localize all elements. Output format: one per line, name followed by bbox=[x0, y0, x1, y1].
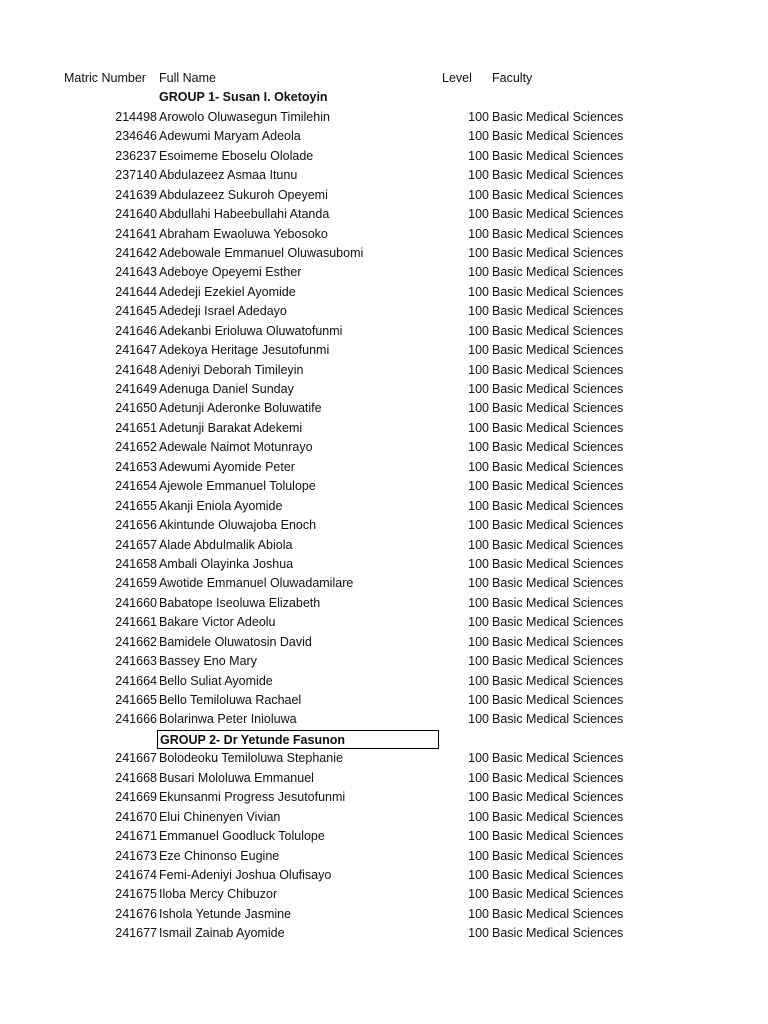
student-row bbox=[0, 380, 768, 399]
student-row bbox=[0, 769, 768, 788]
student-row bbox=[0, 710, 768, 729]
header-level[interactable]: Level bbox=[442, 71, 472, 85]
header-matric-number[interactable]: Matric Number bbox=[64, 71, 146, 85]
level-cell[interactable]: 100 bbox=[468, 770, 489, 785]
full-name-cell[interactable]: Adetunji Aderonke Boluwatife bbox=[159, 401, 322, 416]
student-row bbox=[0, 536, 768, 555]
matric-number-cell[interactable]: 241671 bbox=[115, 829, 157, 844]
student-row bbox=[0, 788, 768, 807]
matric-number-cell[interactable]: 241643 bbox=[115, 265, 157, 280]
student-row bbox=[0, 594, 768, 613]
matric-number-cell[interactable]: 241649 bbox=[115, 382, 157, 396]
matric-number-cell[interactable]: 241669 bbox=[115, 790, 157, 805]
faculty-cell[interactable]: Basic Medical Sciences bbox=[492, 265, 624, 280]
faculty-cell[interactable]: Basic Medical Sciences bbox=[492, 518, 624, 533]
level-cell[interactable]: 100 bbox=[468, 187, 489, 202]
group-title: GROUP 2- Dr Yetunde Fasunon bbox=[160, 732, 345, 747]
full-name-cell[interactable]: Abdulazeez Asmaa Itunu bbox=[159, 168, 298, 183]
student-row bbox=[0, 924, 768, 943]
faculty-cell[interactable]: Basic Medical Sciences bbox=[492, 576, 624, 591]
full-name-cell[interactable]: Awotide Emmanuel Oluwadamilare bbox=[159, 576, 354, 591]
header-full-name[interactable]: Full Name bbox=[159, 71, 216, 85]
group-title[interactable]: GROUP 1- Susan I. Oketoyin bbox=[159, 90, 328, 105]
full-name-cell[interactable]: Esoimeme Eboselu Ololade bbox=[159, 148, 314, 163]
faculty-cell[interactable]: Basic Medical Sciences bbox=[492, 867, 624, 882]
student-row bbox=[0, 613, 768, 632]
matric-number-cell[interactable]: 241655 bbox=[115, 498, 157, 513]
level-cell[interactable]: 100 bbox=[468, 245, 489, 260]
full-name-cell[interactable]: Adebowale Emmanuel Oluwasubomi bbox=[159, 245, 364, 260]
level-cell[interactable]: 100 bbox=[468, 479, 489, 494]
full-name-cell[interactable]: Arowolo Oluwasegun Timilehin bbox=[159, 109, 330, 124]
level-cell[interactable]: 100 bbox=[468, 168, 489, 183]
matric-number-cell[interactable]: 241673 bbox=[115, 848, 157, 863]
full-name-cell[interactable]: Busari Mololuwa Emmanuel bbox=[159, 770, 314, 785]
group-row bbox=[0, 730, 768, 749]
student-row bbox=[0, 691, 768, 710]
matric-number-cell[interactable]: 241668 bbox=[115, 770, 157, 785]
student-row bbox=[0, 866, 768, 885]
level-cell[interactable]: 100 bbox=[468, 362, 489, 377]
level-cell[interactable]: 100 bbox=[468, 906, 489, 921]
level-cell[interactable]: 100 bbox=[468, 226, 489, 241]
matric-number-cell[interactable]: 236237 bbox=[115, 148, 157, 163]
matric-number-cell[interactable]: 241647 bbox=[115, 343, 157, 358]
level-cell[interactable]: 100 bbox=[468, 129, 489, 144]
full-name-cell[interactable]: Ishola Yetunde Jasmine bbox=[159, 906, 292, 921]
full-name-cell[interactable]: Eze Chinonso Eugine bbox=[159, 848, 280, 863]
level-cell[interactable]: 100 bbox=[468, 790, 489, 805]
full-name-cell[interactable]: Ekunsanmi Progress Jesutofunmi bbox=[159, 790, 346, 805]
full-name-cell[interactable]: Adewumi Ayomide Peter bbox=[159, 459, 295, 474]
student-row bbox=[0, 574, 768, 593]
level-cell[interactable]: 100 bbox=[468, 440, 489, 455]
full-name-cell[interactable]: Bolarinwa Peter Inioluwa bbox=[159, 712, 297, 727]
full-name-cell[interactable]: Bamidele Oluwatosin David bbox=[159, 634, 312, 649]
level-cell[interactable]: 100 bbox=[468, 401, 489, 416]
faculty-cell[interactable]: Basic Medical Sciences bbox=[492, 751, 624, 766]
full-name-cell[interactable]: Emmanuel Goodluck Tolulope bbox=[159, 829, 325, 844]
level-cell[interactable]: 100 bbox=[468, 615, 489, 630]
header-faculty[interactable]: Faculty bbox=[492, 71, 533, 85]
faculty-cell[interactable]: Basic Medical Sciences bbox=[492, 323, 624, 338]
full-name-cell[interactable]: Ismail Zainab Ayomide bbox=[159, 926, 285, 941]
full-name-cell[interactable]: Elui Chinenyen Vivian bbox=[159, 809, 281, 824]
student-row bbox=[0, 885, 768, 904]
faculty-cell[interactable]: Basic Medical Sciences bbox=[492, 284, 624, 299]
matric-number-cell[interactable]: 241667 bbox=[115, 751, 157, 766]
matric-number-cell[interactable]: 241640 bbox=[115, 207, 157, 222]
full-name-cell[interactable]: Adewumi Maryam Adeola bbox=[159, 129, 301, 144]
full-name-cell[interactable]: Ambali Olayinka Joshua bbox=[159, 556, 294, 571]
matric-number-cell[interactable]: 241665 bbox=[115, 693, 157, 707]
student-row bbox=[0, 127, 768, 146]
faculty-cell[interactable]: Basic Medical Sciences bbox=[492, 226, 624, 241]
student-row bbox=[0, 808, 768, 827]
faculty-cell[interactable]: Basic Medical Sciences bbox=[492, 129, 624, 144]
faculty-cell[interactable]: Basic Medical Sciences bbox=[492, 829, 624, 844]
faculty-cell[interactable]: Basic Medical Sciences bbox=[492, 790, 624, 805]
matric-number-cell[interactable]: 241645 bbox=[115, 304, 157, 319]
student-row bbox=[0, 555, 768, 574]
student-row bbox=[0, 225, 768, 244]
level-cell[interactable]: 100 bbox=[468, 673, 489, 688]
full-name-cell[interactable]: Bello Suliat Ayomide bbox=[159, 673, 273, 688]
student-rows bbox=[0, 88, 768, 943]
level-cell[interactable]: 100 bbox=[468, 576, 489, 591]
faculty-cell[interactable]: Basic Medical Sciences bbox=[492, 887, 624, 902]
matric-number-cell[interactable]: 241659 bbox=[115, 576, 157, 591]
student-row bbox=[0, 516, 768, 535]
matric-number-cell[interactable]: 241646 bbox=[115, 323, 157, 338]
student-row bbox=[0, 399, 768, 418]
faculty-cell[interactable]: Basic Medical Sciences bbox=[492, 595, 624, 610]
faculty-cell[interactable]: Basic Medical Sciences bbox=[492, 207, 624, 222]
faculty-cell[interactable]: Basic Medical Sciences bbox=[492, 693, 624, 707]
level-cell[interactable]: 100 bbox=[468, 518, 489, 533]
faculty-cell[interactable]: Basic Medical Sciences bbox=[492, 168, 624, 183]
matric-number-cell[interactable]: 241656 bbox=[115, 518, 157, 533]
matric-number-cell[interactable]: 241648 bbox=[115, 362, 157, 377]
faculty-cell[interactable]: Basic Medical Sciences bbox=[492, 420, 624, 435]
level-cell[interactable]: 100 bbox=[468, 498, 489, 513]
faculty-cell[interactable]: Basic Medical Sciences bbox=[492, 634, 624, 649]
student-row bbox=[0, 458, 768, 477]
matric-number-cell[interactable]: 241641 bbox=[115, 226, 157, 241]
student-row bbox=[0, 108, 768, 127]
student-row bbox=[0, 905, 768, 924]
level-cell[interactable]: 100 bbox=[468, 595, 489, 610]
student-row bbox=[0, 652, 768, 671]
full-name-cell[interactable]: Adeboye Opeyemi Esther bbox=[159, 265, 302, 280]
level-cell[interactable]: 100 bbox=[468, 634, 489, 649]
level-cell[interactable]: 100 bbox=[468, 323, 489, 338]
level-cell[interactable]: 100 bbox=[468, 556, 489, 571]
matric-number-cell[interactable]: 241661 bbox=[115, 615, 157, 630]
faculty-cell[interactable]: Basic Medical Sciences bbox=[492, 459, 624, 474]
faculty-cell[interactable]: Basic Medical Sciences bbox=[492, 382, 624, 396]
level-cell[interactable]: 100 bbox=[468, 654, 489, 669]
level-cell[interactable]: 100 bbox=[468, 304, 489, 319]
student-row bbox=[0, 147, 768, 166]
matric-number-cell[interactable]: 241663 bbox=[115, 654, 157, 669]
matric-number-cell[interactable]: 241677 bbox=[115, 926, 157, 941]
matric-number-cell[interactable]: 241653 bbox=[115, 459, 157, 474]
faculty-cell[interactable]: Basic Medical Sciences bbox=[492, 770, 624, 785]
level-cell[interactable]: 100 bbox=[468, 809, 489, 824]
faculty-cell[interactable]: Basic Medical Sciences bbox=[492, 537, 624, 552]
matric-number-cell[interactable]: 241657 bbox=[115, 537, 157, 552]
matric-number-cell[interactable]: 241651 bbox=[115, 420, 157, 435]
full-name-cell[interactable]: Bello Temiloluwa Rachael bbox=[159, 693, 302, 707]
selected-cell[interactable] bbox=[157, 730, 439, 749]
level-cell[interactable]: 100 bbox=[468, 382, 489, 396]
matric-number-cell[interactable]: 241664 bbox=[115, 673, 157, 688]
student-row bbox=[0, 497, 768, 516]
faculty-cell[interactable]: Basic Medical Sciences bbox=[492, 245, 624, 260]
level-cell[interactable]: 100 bbox=[468, 829, 489, 844]
full-name-cell[interactable]: Bakare Victor Adeolu bbox=[159, 615, 276, 630]
level-cell[interactable]: 100 bbox=[468, 848, 489, 863]
full-name-cell[interactable]: Iloba Mercy Chibuzor bbox=[159, 887, 278, 902]
student-row bbox=[0, 749, 768, 768]
faculty-cell[interactable]: Basic Medical Sciences bbox=[492, 187, 624, 202]
level-cell[interactable]: 100 bbox=[468, 148, 489, 163]
level-cell[interactable]: 100 bbox=[468, 284, 489, 299]
matric-number-cell[interactable]: 241676 bbox=[115, 906, 157, 921]
matric-number-cell[interactable]: 241654 bbox=[115, 479, 157, 494]
student-row bbox=[0, 302, 768, 321]
faculty-cell[interactable]: Basic Medical Sciences bbox=[492, 304, 624, 319]
faculty-cell[interactable]: Basic Medical Sciences bbox=[492, 479, 624, 494]
faculty-cell[interactable]: Basic Medical Sciences bbox=[492, 654, 624, 669]
full-name-cell[interactable]: Adekoya Heritage Jesutofunmi bbox=[159, 343, 330, 358]
faculty-cell[interactable]: Basic Medical Sciences bbox=[492, 926, 624, 941]
faculty-cell[interactable]: Basic Medical Sciences bbox=[492, 556, 624, 571]
faculty-cell[interactable]: Basic Medical Sciences bbox=[492, 673, 624, 688]
matric-number-cell[interactable]: 241666 bbox=[115, 712, 157, 727]
student-row bbox=[0, 244, 768, 263]
student-row bbox=[0, 477, 768, 496]
level-cell[interactable]: 100 bbox=[468, 867, 489, 882]
level-cell[interactable]: 100 bbox=[468, 420, 489, 435]
faculty-cell[interactable]: Basic Medical Sciences bbox=[492, 498, 624, 513]
level-cell[interactable]: 100 bbox=[468, 265, 489, 280]
full-name-cell[interactable]: Abraham Ewaoluwa Yebosoko bbox=[159, 226, 328, 241]
level-cell[interactable]: 100 bbox=[468, 537, 489, 552]
full-name-cell[interactable]: Femi-Adeniyi Joshua Olufisayo bbox=[159, 867, 332, 882]
full-name-cell[interactable]: Alade Abdulmalik Abiola bbox=[159, 537, 293, 552]
matric-number-cell[interactable]: 241642 bbox=[115, 245, 157, 260]
student-row bbox=[0, 205, 768, 224]
level-cell[interactable]: 100 bbox=[468, 887, 489, 902]
student-row bbox=[0, 438, 768, 457]
matric-number-cell[interactable]: 234646 bbox=[115, 129, 157, 144]
level-cell[interactable]: 100 bbox=[468, 926, 489, 941]
matric-number-cell[interactable]: 241658 bbox=[115, 556, 157, 571]
faculty-cell[interactable]: Basic Medical Sciences bbox=[492, 109, 624, 124]
full-name-cell[interactable]: Adewale Naimot Motunrayo bbox=[159, 440, 313, 455]
student-row bbox=[0, 361, 768, 380]
group-row bbox=[0, 88, 768, 107]
faculty-cell[interactable]: Basic Medical Sciences bbox=[492, 809, 624, 824]
level-cell[interactable]: 100 bbox=[468, 712, 489, 727]
faculty-cell[interactable]: Basic Medical Sciences bbox=[492, 440, 624, 455]
level-cell[interactable]: 100 bbox=[468, 207, 489, 222]
student-row bbox=[0, 419, 768, 438]
full-name-cell[interactable]: Abdulazeez Sukuroh Opeyemi bbox=[159, 187, 328, 202]
matric-number-cell[interactable]: 237140 bbox=[115, 168, 157, 183]
full-name-cell[interactable]: Akanji Eniola Ayomide bbox=[159, 498, 283, 513]
level-cell[interactable]: 100 bbox=[468, 109, 489, 124]
matric-number-cell[interactable]: 241652 bbox=[115, 440, 157, 455]
header-row bbox=[0, 69, 768, 88]
level-cell[interactable]: 100 bbox=[468, 459, 489, 474]
faculty-cell[interactable]: Basic Medical Sciences bbox=[492, 712, 624, 727]
student-row bbox=[0, 847, 768, 866]
faculty-cell[interactable]: Basic Medical Sciences bbox=[492, 343, 624, 358]
matric-number-cell[interactable]: 241674 bbox=[115, 867, 157, 882]
matric-number-cell[interactable]: 241660 bbox=[115, 595, 157, 610]
full-name-cell[interactable]: Akintunde Oluwajoba Enoch bbox=[159, 518, 317, 533]
level-cell[interactable]: 100 bbox=[468, 751, 489, 766]
full-name-cell[interactable]: Adetunji Barakat Adekemi bbox=[159, 420, 303, 435]
student-row bbox=[0, 633, 768, 652]
full-name-cell[interactable]: Bassey Eno Mary bbox=[159, 654, 257, 669]
matric-number-cell[interactable]: 214498 bbox=[115, 109, 157, 124]
full-name-cell[interactable]: Adenuga Daniel Sunday bbox=[159, 382, 294, 396]
matric-number-cell[interactable]: 241675 bbox=[115, 887, 157, 902]
full-name-cell[interactable]: Ajewole Emmanuel Tolulope bbox=[159, 479, 316, 494]
faculty-cell[interactable]: Basic Medical Sciences bbox=[492, 362, 624, 377]
full-name-cell[interactable]: Adedeji Ezekiel Ayomide bbox=[159, 284, 296, 299]
student-row bbox=[0, 672, 768, 691]
matric-number-cell[interactable]: 241670 bbox=[115, 809, 157, 824]
student-row bbox=[0, 186, 768, 205]
matric-number-cell[interactable]: 241644 bbox=[115, 284, 157, 299]
student-row bbox=[0, 263, 768, 282]
student-row bbox=[0, 283, 768, 302]
full-name-cell[interactable]: Bolodeoku Temiloluwa Stephanie bbox=[159, 751, 343, 766]
faculty-cell[interactable]: Basic Medical Sciences bbox=[492, 148, 624, 163]
full-name-cell[interactable]: Abdullahi Habeebullahi Atanda bbox=[159, 207, 330, 222]
faculty-cell[interactable]: Basic Medical Sciences bbox=[492, 401, 624, 416]
level-cell[interactable]: 100 bbox=[468, 343, 489, 358]
faculty-cell[interactable]: Basic Medical Sciences bbox=[492, 848, 624, 863]
spreadsheet-sheet bbox=[0, 69, 768, 944]
matric-number-cell[interactable]: 241662 bbox=[115, 634, 157, 649]
full-name-cell[interactable]: Adekanbi Erioluwa Oluwatofunmi bbox=[159, 323, 343, 338]
student-row bbox=[0, 827, 768, 846]
student-row bbox=[0, 322, 768, 341]
full-name-cell[interactable]: Adeniyi Deborah Timileyin bbox=[159, 362, 304, 377]
faculty-cell[interactable]: Basic Medical Sciences bbox=[492, 615, 624, 630]
full-name-cell[interactable]: Babatope Iseoluwa Elizabeth bbox=[159, 595, 321, 610]
student-row bbox=[0, 341, 768, 360]
level-cell[interactable]: 100 bbox=[468, 693, 489, 707]
full-name-cell[interactable]: Adedeji Israel Adedayo bbox=[159, 304, 287, 319]
faculty-cell[interactable]: Basic Medical Sciences bbox=[492, 906, 624, 921]
student-row bbox=[0, 166, 768, 185]
matric-number-cell[interactable]: 241650 bbox=[115, 401, 157, 416]
matric-number-cell[interactable]: 241639 bbox=[115, 187, 157, 202]
